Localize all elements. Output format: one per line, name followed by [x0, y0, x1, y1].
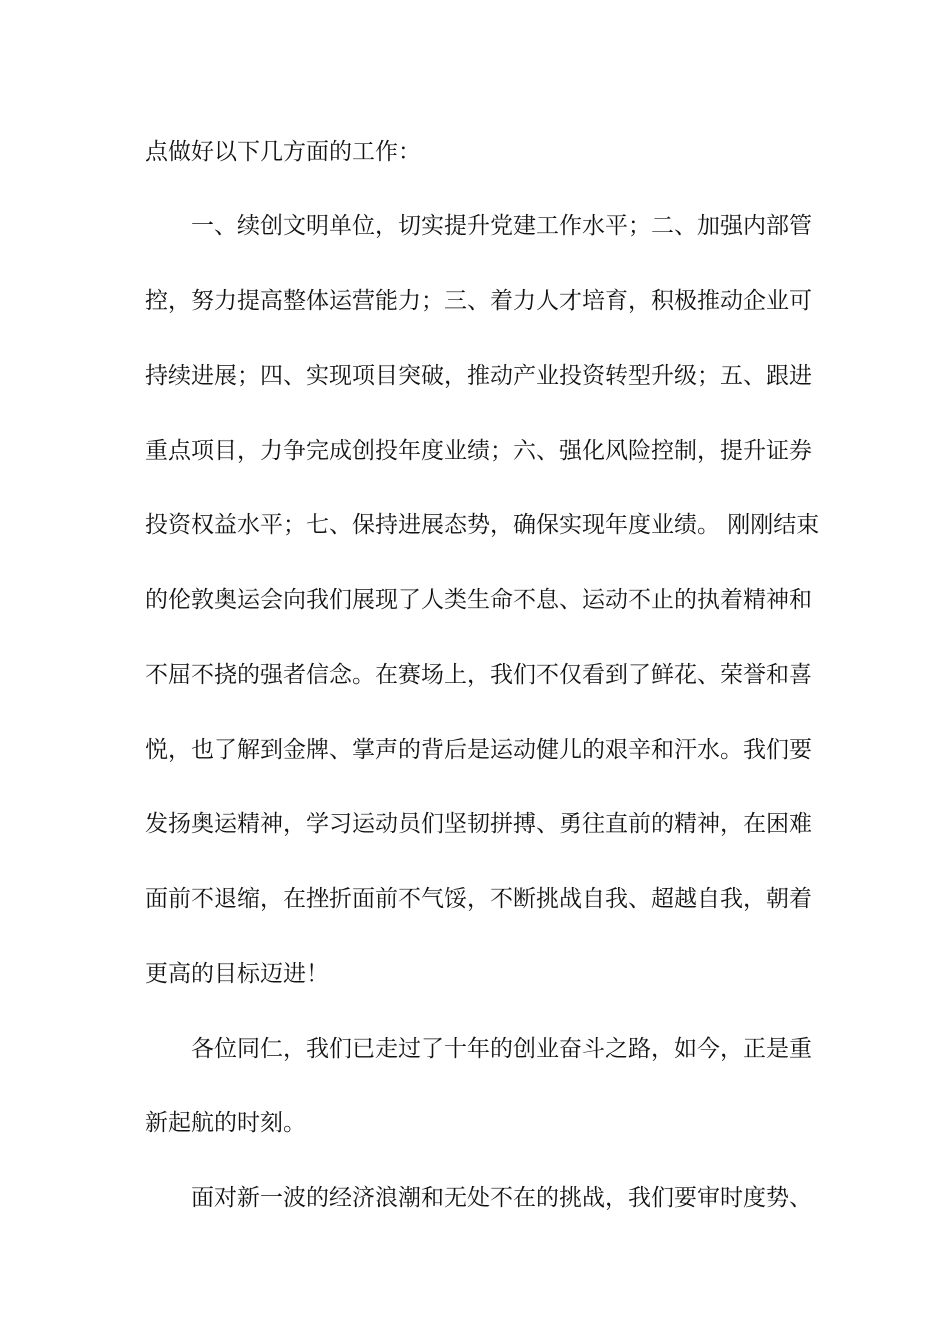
- text-line: 的伦敦奥运会向我们展现了人类生命不息、运动不止的执着精神和: [145, 587, 812, 613]
- text-line: 投资权益水平；七、保持进展态势，确保实现年度业绩。 刚刚结束: [145, 512, 820, 538]
- text-line: 持续进展；四、实现项目突破，推动产业投资转型升级；五、跟进: [145, 363, 812, 389]
- text-line: 新起航的时刻。: [145, 1110, 306, 1136]
- text-line: 点做好以下几方面的工作：: [145, 139, 421, 165]
- text-line: 各位同仁，我们已走过了十年的创业奋斗之路，如今，正是重: [191, 1036, 812, 1062]
- text-line: 面前不退缩，在挫折面前不气馁，不断挑战自我、超越自我，朝着: [145, 886, 812, 912]
- text-line: 悦，也了解到金牌、掌声的背后是运动健儿的艰辛和汗水。我们要: [145, 737, 812, 763]
- text-line: 控，努力提高整体运营能力；三、着力人才培育，积极推动企业可: [145, 288, 812, 314]
- text-line: 更高的目标迈进！: [145, 961, 329, 987]
- text-line: 面对新一波的经济浪潮和无处不在的挑战，我们要审时度势、: [191, 1185, 812, 1211]
- text-line: 发扬奥运精神，学习运动员们坚韧拼搏、勇往直前的精神，在困难: [145, 811, 812, 837]
- text-line: 一、续创文明单位，切实提升党建工作水平；二、加强内部管: [191, 213, 812, 239]
- text-line: 重点项目，力争完成创投年度业绩；六、强化风险控制，提升证券: [145, 438, 812, 464]
- text-line: 不屈不挠的强者信念。在赛场上，我们不仅看到了鲜花、荣誉和喜: [145, 662, 812, 688]
